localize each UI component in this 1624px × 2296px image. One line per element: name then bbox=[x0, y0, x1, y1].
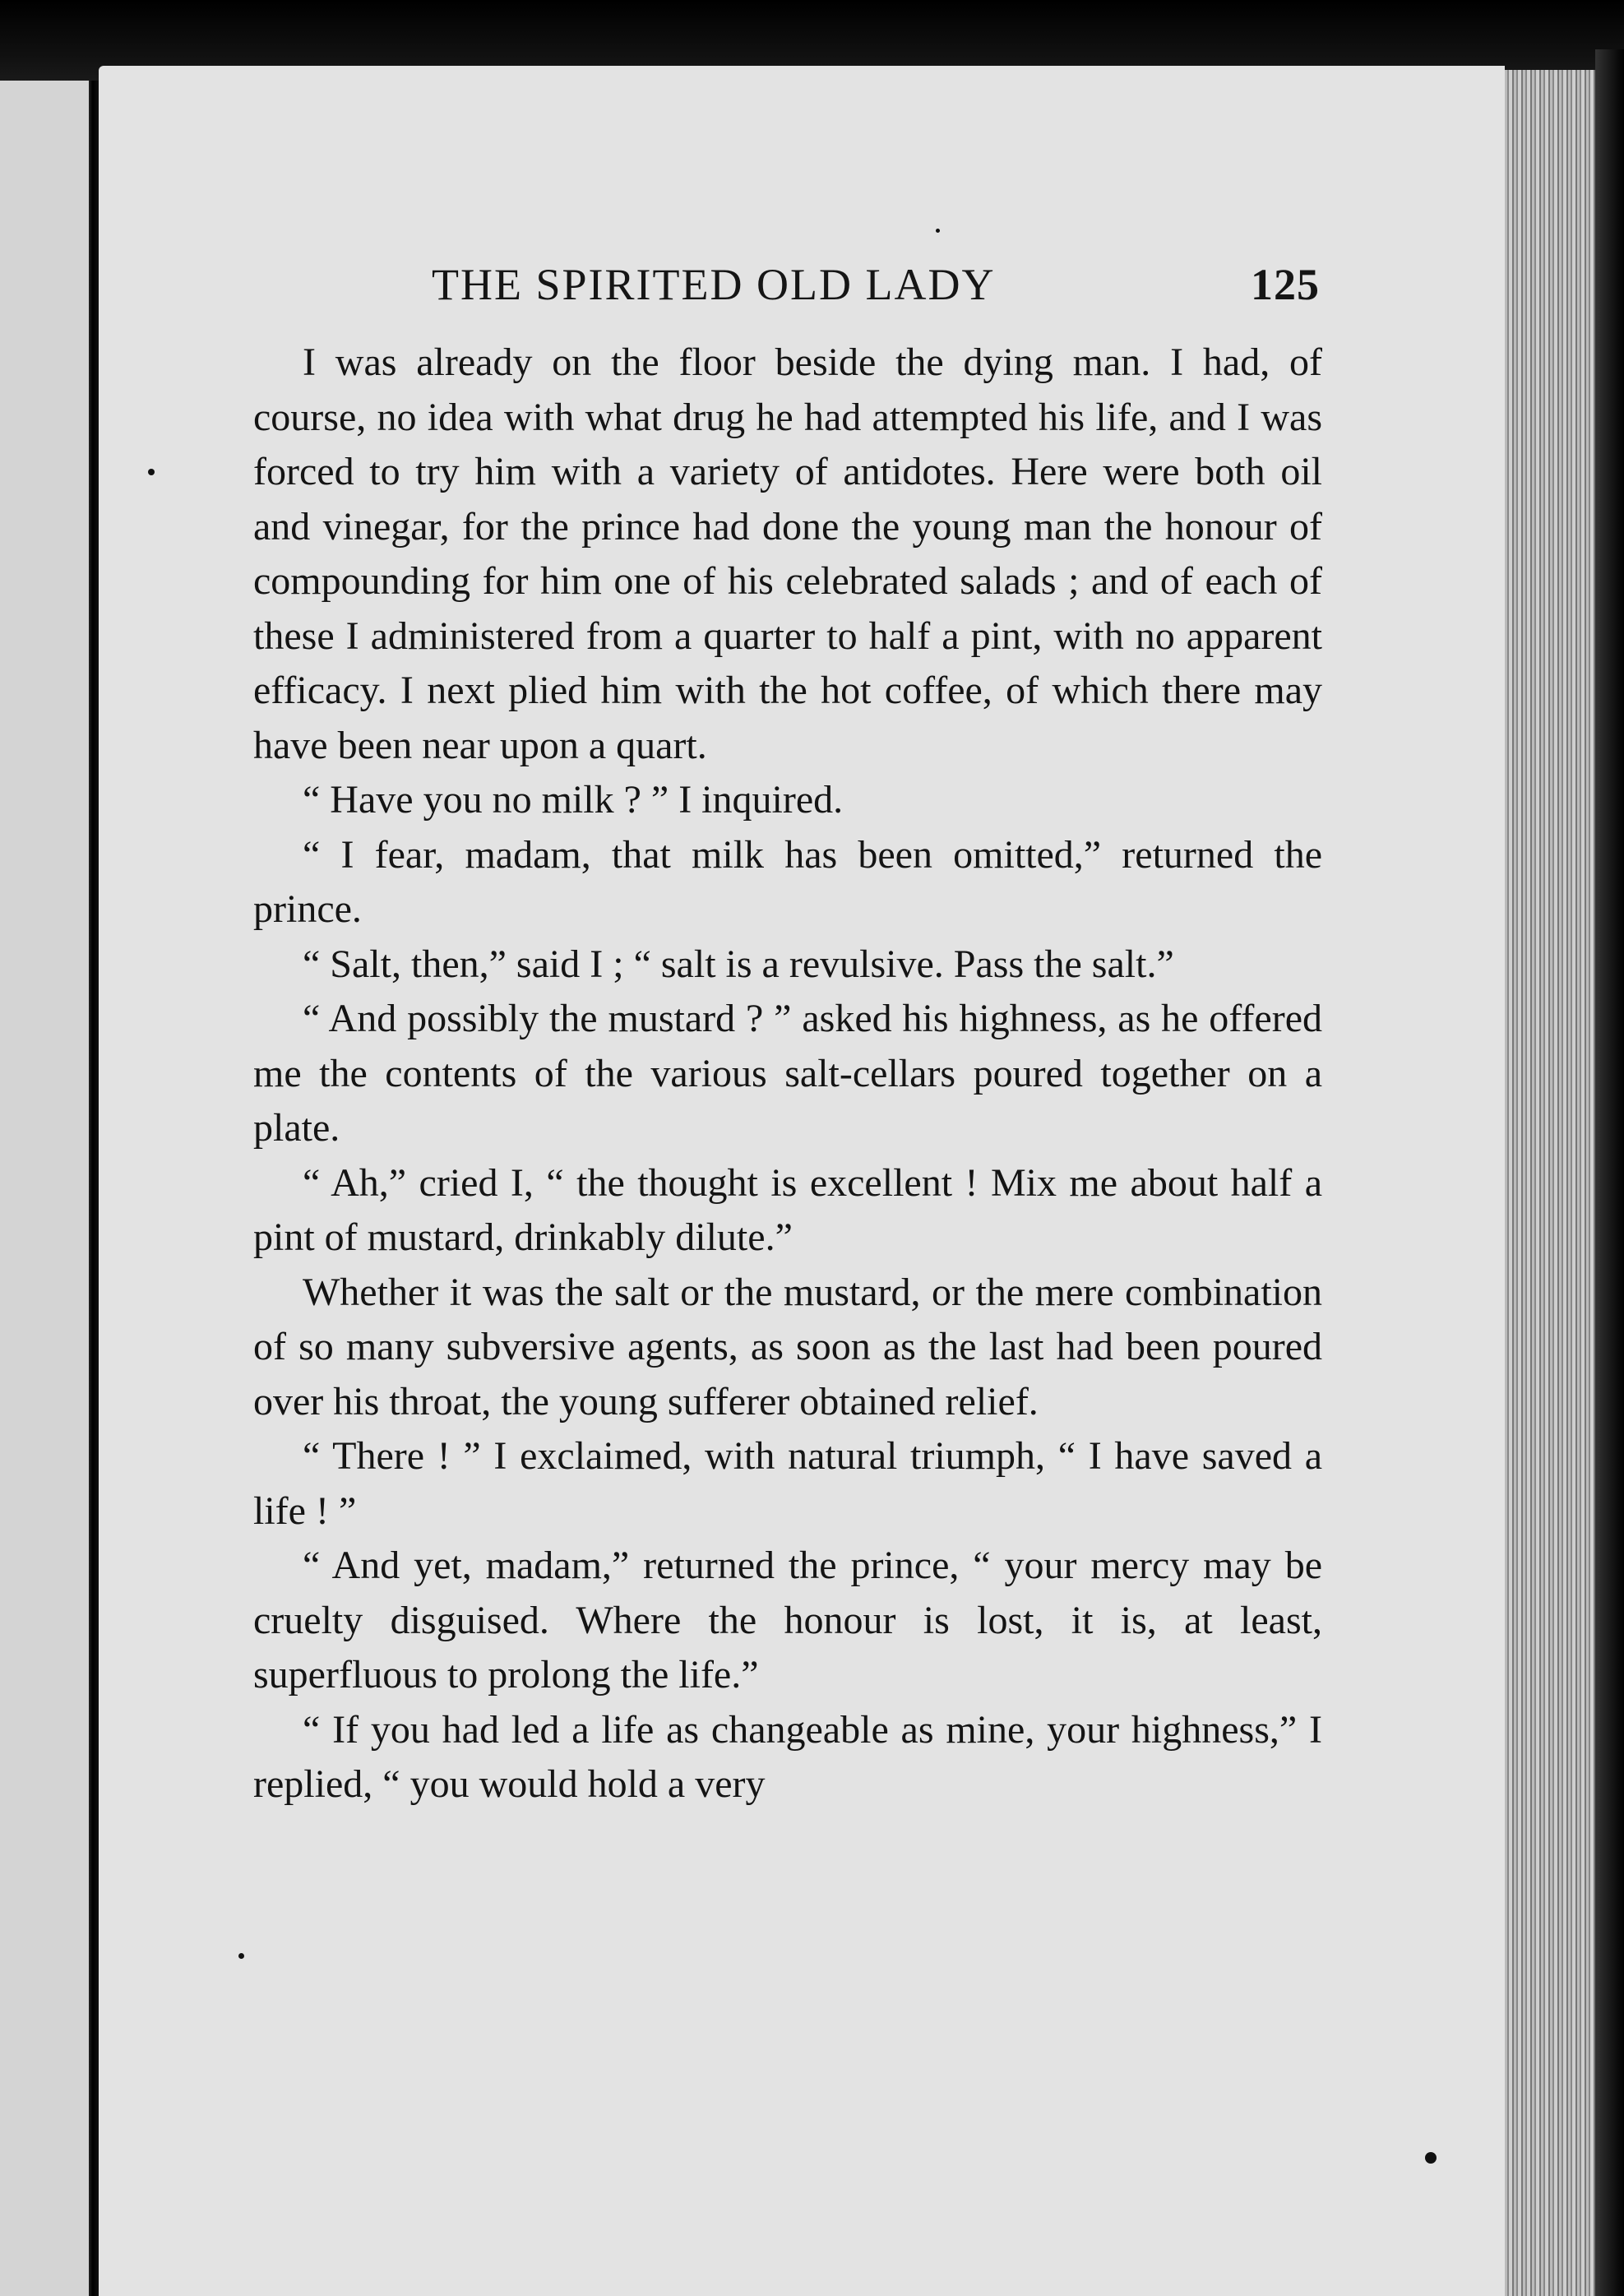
print-speck bbox=[1425, 2152, 1437, 2164]
paragraph: “ And yet, madam,” returned the prince, “ your mercy may be cruelty disguised. Where the honour is lost, it is, at least, superfluous to prolong the life.” bbox=[253, 1544, 1322, 1697]
paragraph: “ Have you no milk ? ” I inquired. bbox=[303, 778, 844, 822]
paragraph: Whether it was the salt or the mustard, or the mere combination of so many subversive agents, as soon as the last had been poured over his throat, the young sufferer obtained relief. bbox=[253, 1270, 1322, 1423]
paragraph: “ Salt, then,” said I ; “ salt is a revulsive. Pass the salt.” bbox=[303, 942, 1174, 986]
paragraph: “ I fear, madam, that milk has been omitted,” returned the prince. bbox=[253, 832, 1322, 931]
body-text bbox=[253, 336, 1322, 1812]
facing-page-edge bbox=[0, 81, 95, 2296]
page-number: 125 bbox=[1251, 260, 1320, 309]
paragraph: “ If you had led a life as changeable as mine, your highness,” I replied, “ you would hold a very bbox=[253, 1707, 1322, 1806]
paragraph: I was already on the floor beside the dying man. I had, of course, no idea with what drug he had attempted his life, and I was forced to try him with a variety of antidotes. Here were both oil and vinegar, for the prince had done the young man the honour of compounding for him one of his celebrated salads ; and of each of these I administered from a quarter to half a pint, with no apparent efficacy. I next plied him with the hot coffee, of which there may have been near upon a quart. bbox=[253, 340, 1322, 767]
paragraph: “ And possibly the mustard ? ” asked his highness, as he offered me the contents of the various salt-cellars poured together on a plate. bbox=[253, 997, 1322, 1150]
page-block-edge bbox=[1505, 70, 1595, 2296]
print-speck bbox=[936, 229, 940, 233]
running-header bbox=[432, 259, 1320, 325]
book-gutter bbox=[89, 81, 99, 2296]
edge-shadow bbox=[1595, 49, 1624, 2296]
running-title: THE SPIRITED OLD LADY bbox=[432, 260, 996, 309]
paragraph: “ There ! ” I exclaimed, with natural triumph, “ I have saved a life ! ” bbox=[253, 1434, 1322, 1533]
paragraph: “ Ah,” cried I, “ the thought is excellent ! Mix me about half a pint of mustard, drinkably dilute.” bbox=[253, 1160, 1322, 1259]
print-speck bbox=[148, 469, 155, 475]
print-speck bbox=[238, 1953, 244, 1959]
